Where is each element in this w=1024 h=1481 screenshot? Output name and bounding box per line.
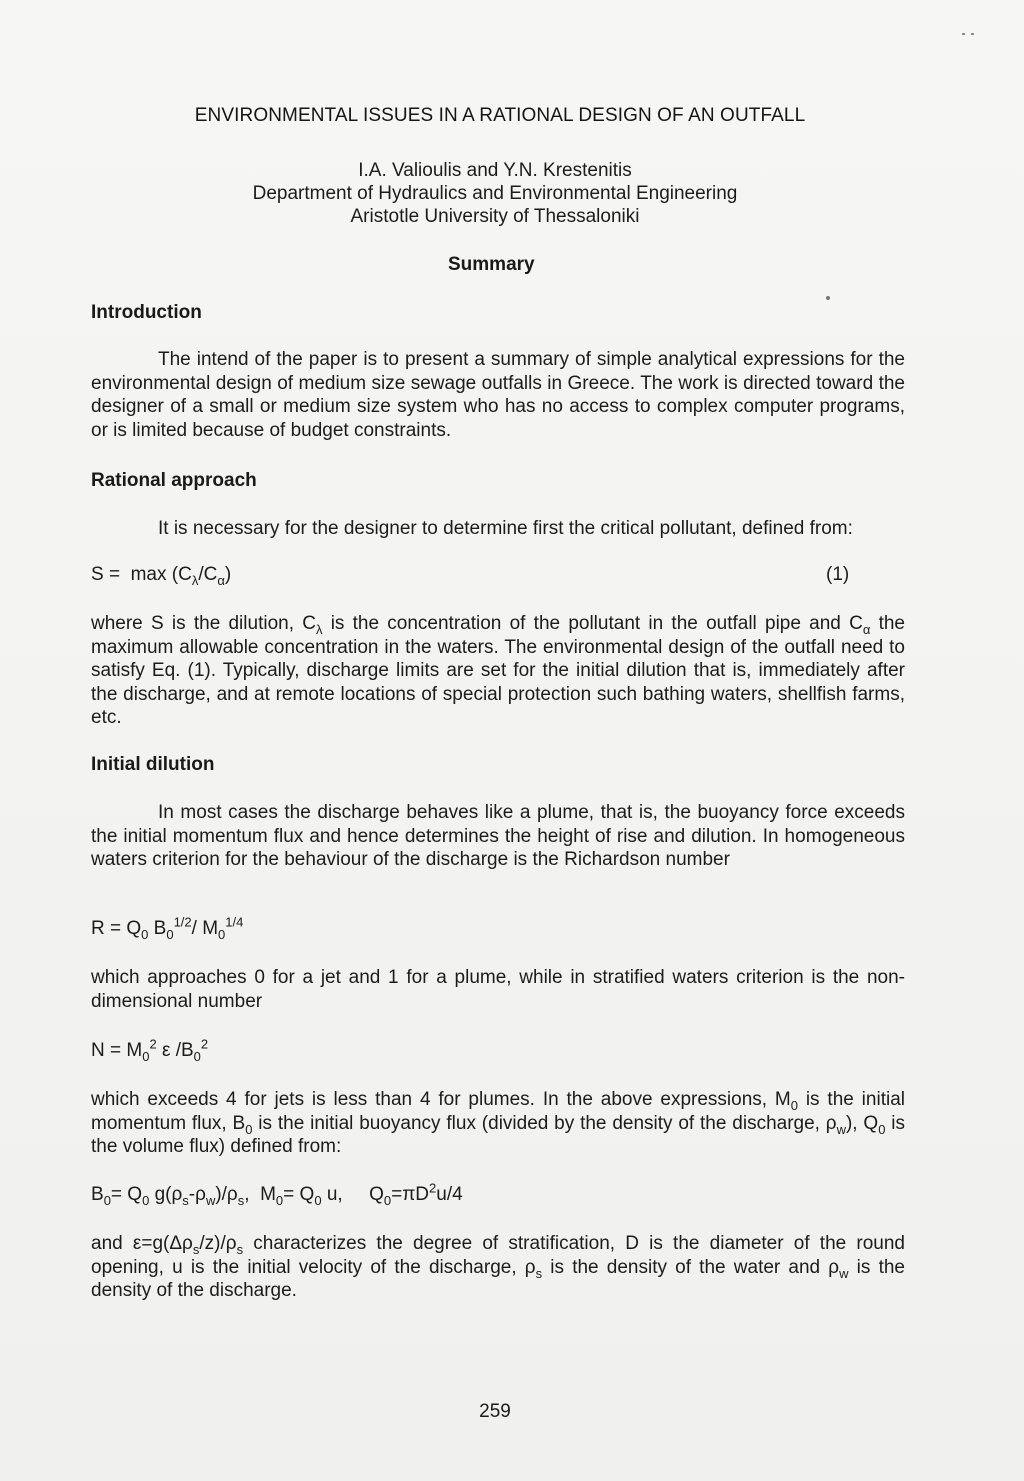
page-number: 259	[479, 1401, 511, 1422]
equation-nondimensional: $N = M_0^2$ ε $/B_0^2$	[91, 1036, 209, 1064]
initial-dilution-paragraph-4: and $\varepsilon=g(\Delta\rho_s/z)/\rho_s$ characterizes the degree of stratification, D is the diameter of the round opening, u is the initial velocity of the discharge, $\rho_s$ is the density of the water and $\rho_w$ is the density of the discharge.	[91, 1233, 905, 1301]
rational-lead-paragraph: It is necessary for the designer to determine first the critical pollutant, defined from:	[158, 518, 853, 539]
equation-richardson: $R = Q_0$ $B_0^{1/2}/$ $M_0^{1/4}$	[91, 914, 244, 942]
initial-dilution-heading: Initial dilution	[91, 754, 215, 775]
department: Department of Hydraulics and Environmental Engineering	[252, 183, 738, 204]
equation-1: $S = \max (C_\lambda/C_\alpha)$	[91, 564, 232, 588]
initial-dilution-paragraph-1: In most cases the discharge behaves like a plume, that is, the buoyancy force exceeds the initial momentum flux and hence determines the height of rise and dilution. In homogeneous waters criterion for the behaviour of the discharge is the Richardson number	[91, 802, 905, 870]
authors: I.A. Valioulis and Y.N. Krestenitis	[358, 160, 632, 181]
scan-speck	[962, 33, 965, 35]
equation-1-number: (1)	[826, 564, 850, 585]
university: Aristotle University of Thessaloniki	[350, 206, 640, 227]
paper-title: ENVIRONMENTAL ISSUES IN A RATIONAL DESIGN OF AN OUTFALL	[194, 105, 806, 126]
introduction-heading: Introduction	[91, 302, 202, 323]
equation-fluxes: $B_0= Q_0$ $g(\rho_s-\rho_w)/\rho_s$, $M_0= Q_0$ u, $Q_0=\pi D^2u/4$	[91, 1180, 463, 1208]
scan-speck	[971, 33, 974, 35]
initial-dilution-paragraph-3: which exceeds 4 for jets is less than 4 for plumes. In the above expressions, $M_0$ is the initial momentum flux, $B_0$ is the initial buoyancy flux (divided by the density of the discharge, $\rho_w$), $Q_0$ is the volume flux) defined from:	[91, 1089, 906, 1157]
scan-speck	[826, 296, 830, 300]
initial-dilution-paragraph-2: which approaches 0 for a jet and 1 for a plume, while in stratified waters criterion is the non-dimensional number	[91, 967, 905, 1012]
introduction-paragraph: The intend of the paper is to present a summary of simple analytical expressions for the environmental design of medium size sewage outfalls in Greece. The work is directed toward the designer of a small or medium size system who has no access to complex computer programs, or is limited because of budget constraints.	[91, 349, 905, 441]
summary-heading: Summary	[448, 254, 535, 275]
rational-approach-heading: Rational approach	[91, 470, 257, 491]
rational-where-paragraph: where S is the dilution, $C_\lambda$ is the concentration of the pollutant in the outfall pipe and $C_\alpha$ the maximum allowable concentration in the waters. The environmental design of the outfall need to satisfy Eq. (1). Typically, discharge limits are set for the initial dilution that is, immediately after the discharge, and at remote locations of special protection such bathing waters, shellfish farms, etc.	[91, 613, 905, 728]
